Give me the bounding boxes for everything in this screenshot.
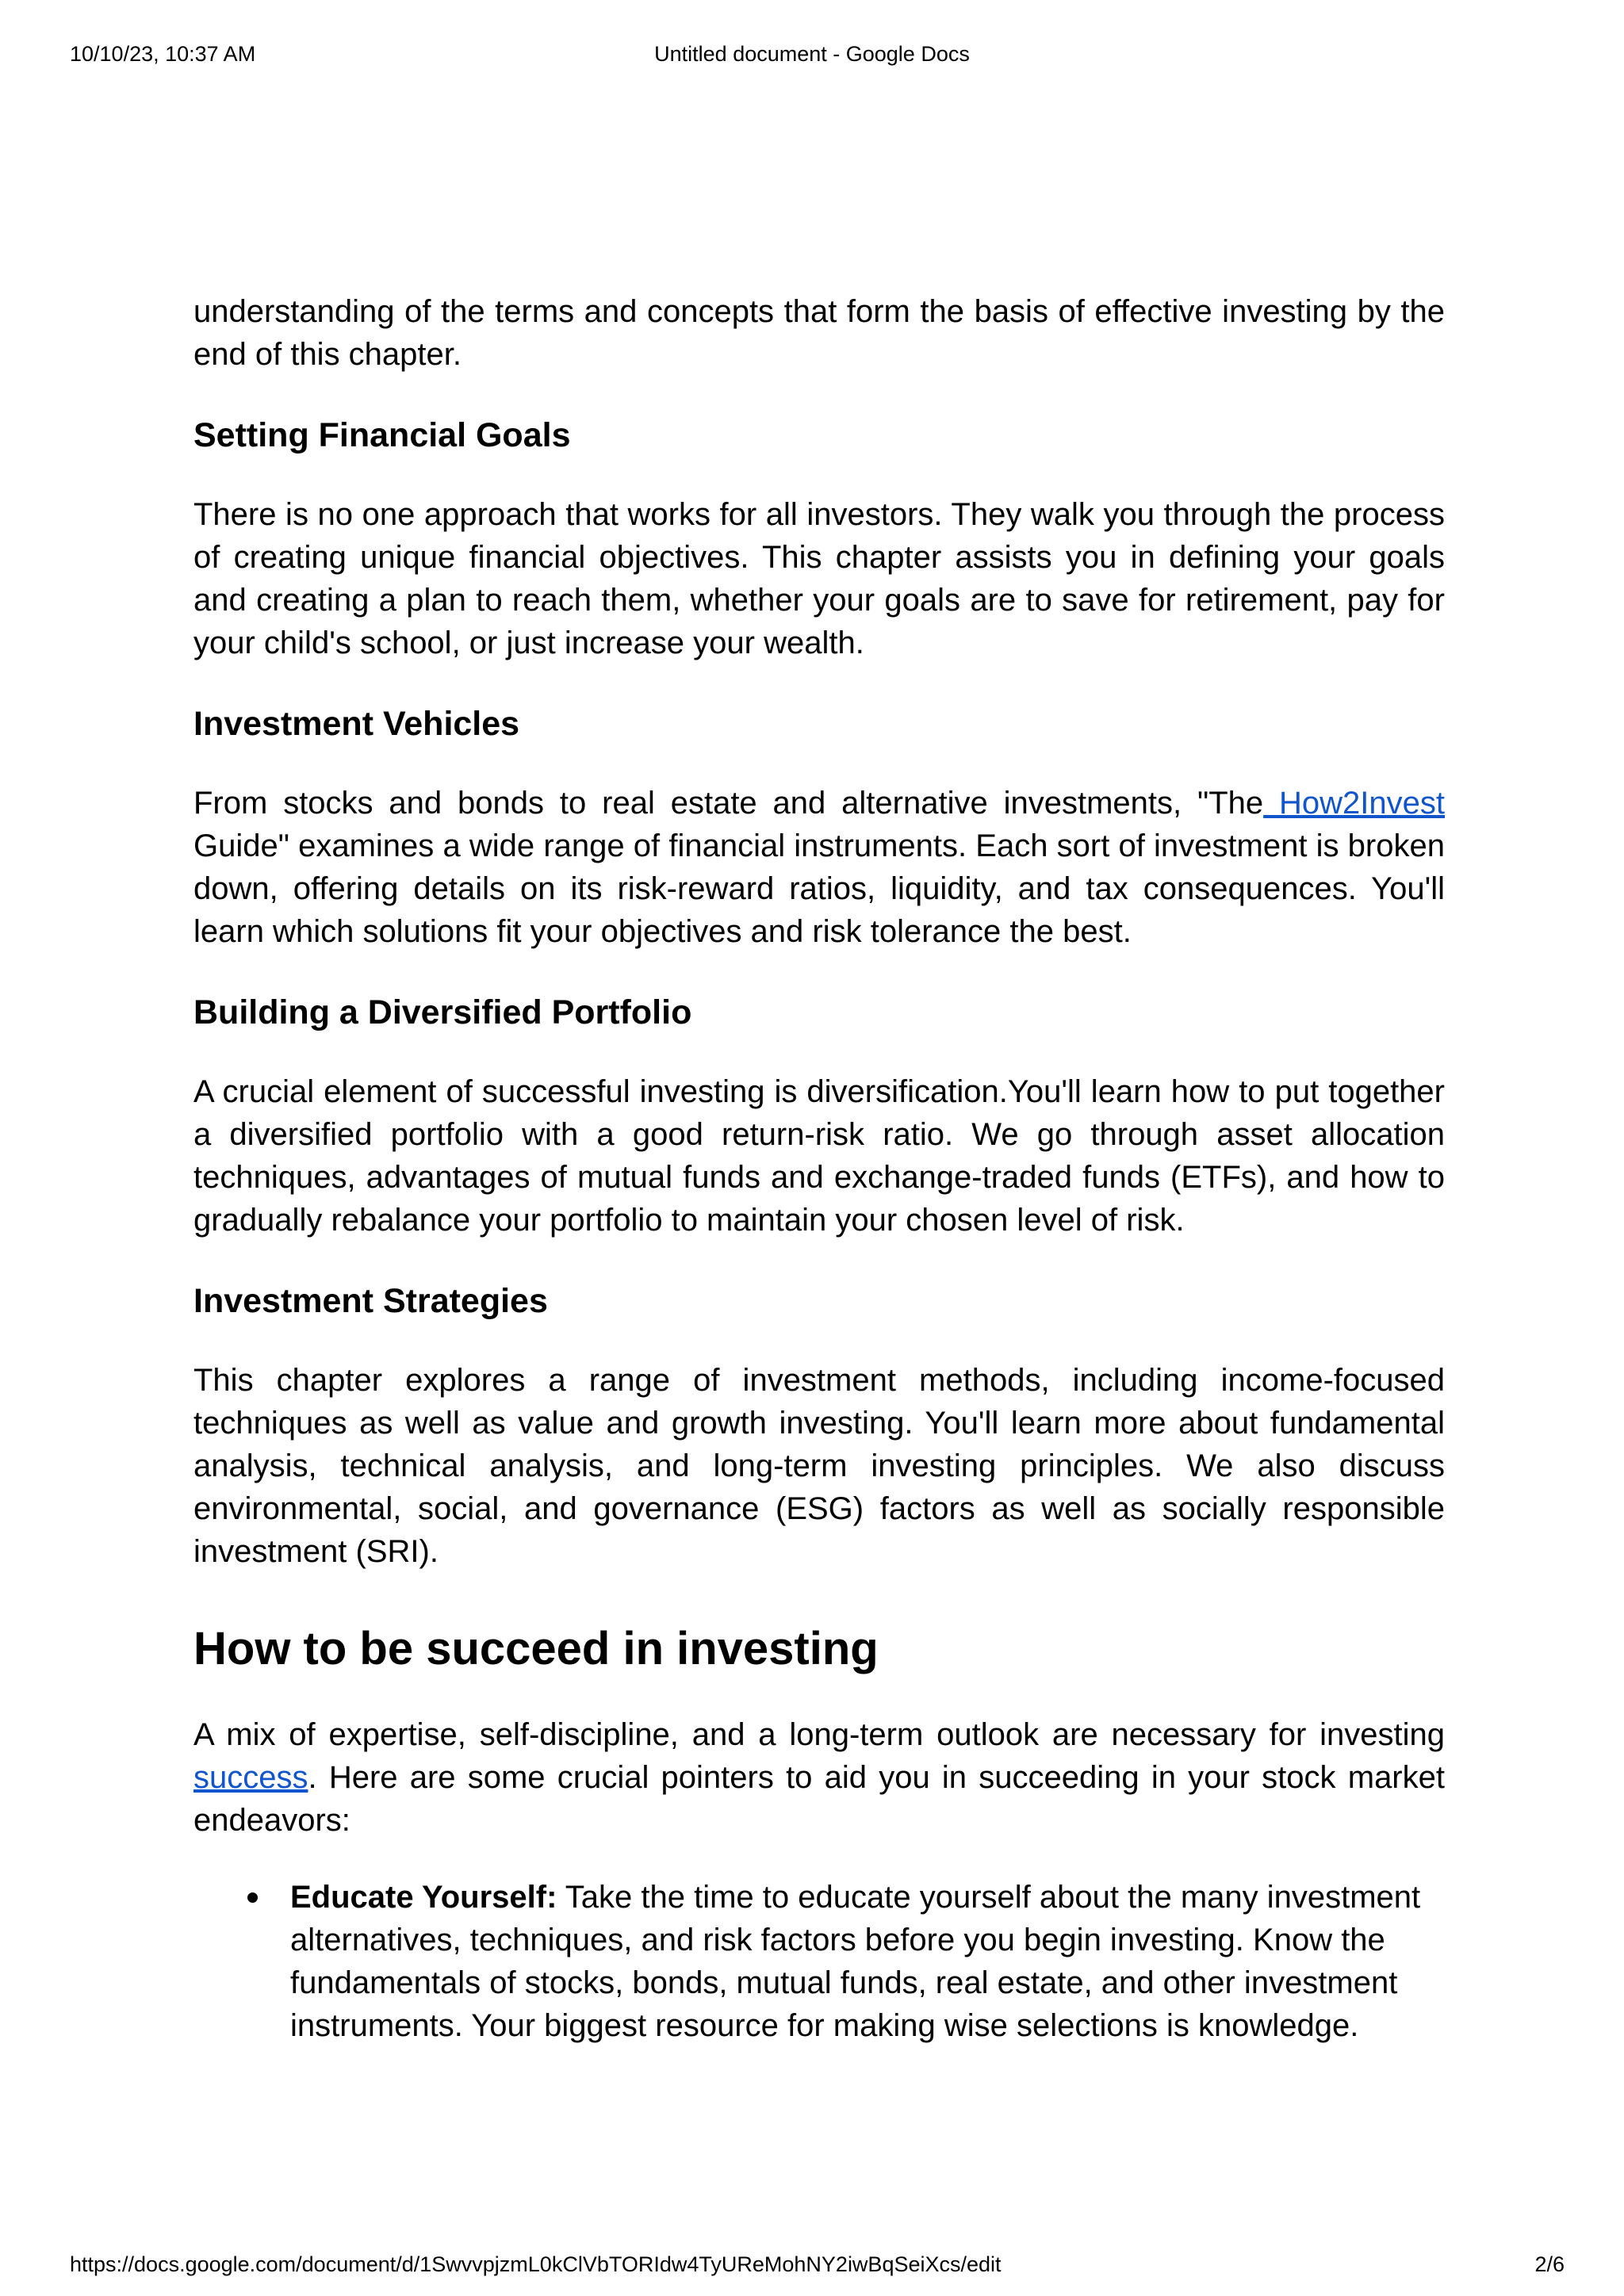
list-item bbox=[290, 1876, 1445, 2047]
paragraph-how-to-succeed bbox=[193, 1713, 1445, 1842]
vehicles-text-before-link: From stocks and bonds to real estate and alternative investments, "The bbox=[193, 786, 1264, 821]
success-text-after-link: . Here are some crucial pointers to aid you in succeeding in your stock market endeavors: bbox=[193, 1760, 1445, 1838]
page-number: 2/6 bbox=[1534, 2252, 1565, 2276]
heading-investment-strategies: Investment Strategies bbox=[193, 1282, 548, 1320]
heading-setting-financial-goals: Setting Financial Goals bbox=[193, 416, 571, 454]
paragraph-setting-financial-goals: There is no one approach that works for all investors. They walk you through the process of creating unique financial objectives. This chapter assists you in defining your goals and creating a plan to reach them, whether your goals are to save for retirement, pay for your child's school, or just increase your wealth. bbox=[193, 497, 1445, 660]
print-header bbox=[0, 40, 1624, 68]
print-doc-title: Untitled document - Google Docs bbox=[654, 42, 970, 66]
intro-paragraph-tail: understanding of the terms and concepts that form the basis of effective investing by the end of this chapter. bbox=[193, 294, 1445, 372]
vehicles-text-after-link: Guide" examines a wide range of financial instruments. Each sort of investment is broken down, offering details on its risk-reward ratios, liquidity, and tax consequences. You'll learn which solutions fit your objectives and risk tolerance the best. bbox=[193, 828, 1445, 949]
paragraph-investment-vehicles bbox=[193, 782, 1445, 953]
success-link[interactable]: success bbox=[193, 1760, 308, 1795]
success-text-before-link: A mix of expertise, self-discipline, and a long-term outlook are necessary for investing bbox=[193, 1717, 1445, 1752]
how2invest-link[interactable]: How2Invest bbox=[1263, 786, 1445, 821]
print-footer bbox=[0, 2250, 1624, 2279]
bullet-icon bbox=[247, 1892, 258, 1903]
paragraph-diversified-portfolio: A crucial element of successful investing is diversification.You'll learn how to put together a diversified portfolio with a good return-risk ratio. We go through asset allocation techniques, advantages of mutual funds and exchange-traded funds (ETFs), and how to gradually rebalance your portfolio to maintain your chosen level of risk. bbox=[193, 1074, 1445, 1238]
heading-diversified-portfolio: Building a Diversified Portfolio bbox=[193, 993, 692, 1031]
heading-how-to-succeed: How to be succeed in investing bbox=[193, 1623, 879, 1674]
list-item-text: Take the time to educate yourself about the many investment alternatives, techniques, and risk factors before you begin investing. Know the fundamentals of stocks, bonds, mutual funds, real estate, and other investment instruments. Your biggest resource for making wise selections is knowledge. bbox=[290, 1880, 1421, 2043]
print-datetime: 10/10/23, 10:37 AM bbox=[70, 42, 256, 66]
tips-list bbox=[193, 1876, 1445, 2047]
heading-investment-vehicles: Investment Vehicles bbox=[193, 705, 520, 743]
document-body bbox=[193, 290, 1445, 2047]
paragraph-investment-strategies: This chapter explores a range of investment methods, including income-focused techniques as well as value and growth investing. You'll learn more about fundamental analysis, technical analysis, and long-term investing principles. We also discuss environmental, social, and governance (ESG) factors as well as socially responsible investment (SRI). bbox=[193, 1363, 1445, 1569]
print-url: https://docs.google.com/document/d/1SwvvpjzmL0kClVbTORIdw4TyUReMohNY2iwBqSeiXcs/edit bbox=[70, 2252, 1002, 2276]
list-item-label: Educate Yourself: bbox=[290, 1880, 557, 1915]
